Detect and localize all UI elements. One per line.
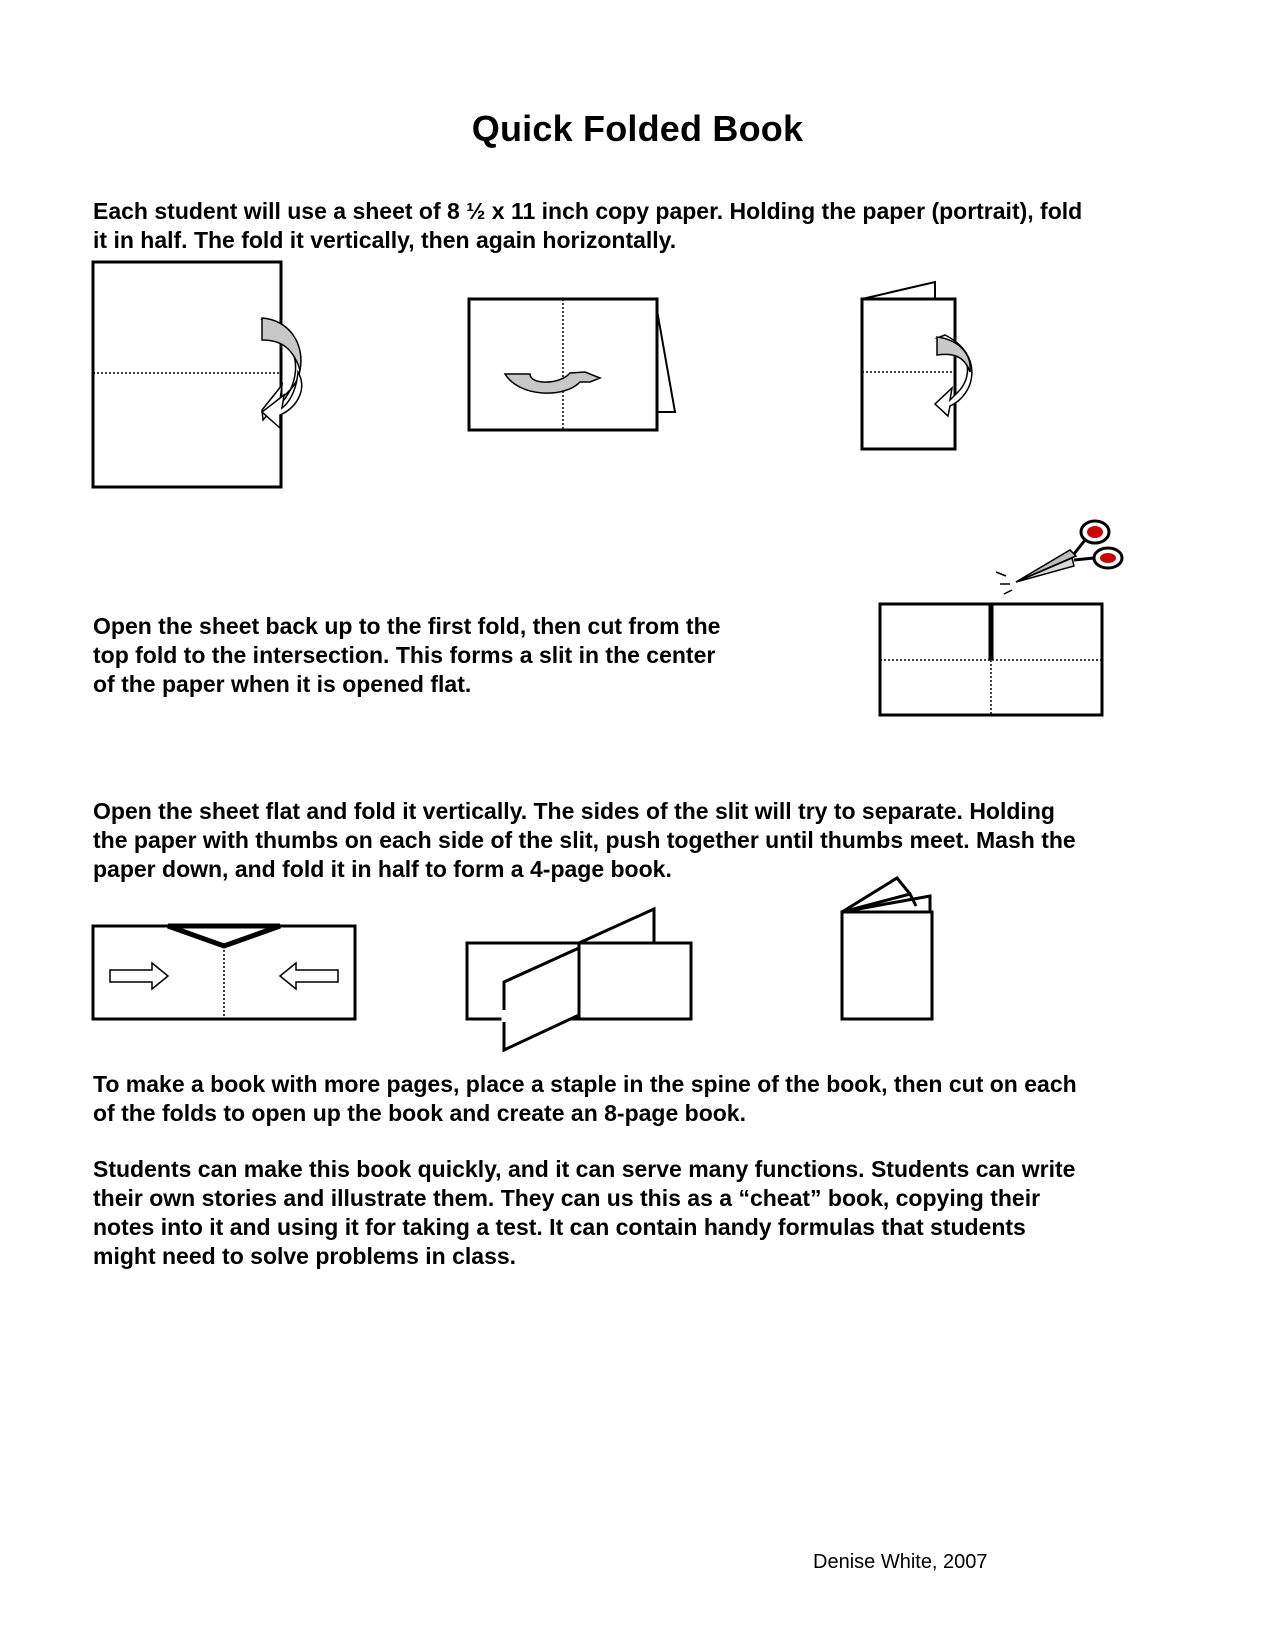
paragraph-instructions-4: To make a book with more pages, place a staple in the spine of the book, then cut on each of the folds to open up the book and create an 8-page book. xyxy=(93,1071,1077,1126)
paragraph-instructions-2: Open the sheet back up to the first fold, then cut from the top fold to the intersection. This forms a slit in the center of the paper when it is opened flat. xyxy=(93,613,721,697)
finished-book-diagram xyxy=(842,878,932,1019)
book-forming-figures xyxy=(0,880,1275,1060)
slit-folding-diagram xyxy=(467,909,691,1050)
paper-fold-horizontal-diagram xyxy=(862,282,972,449)
cut-slit-diagram xyxy=(0,600,1275,720)
page-title: Quick Folded Book xyxy=(471,108,804,149)
folding-steps-figures xyxy=(0,0,1275,520)
paper-fold-vertical-diagram xyxy=(469,299,675,430)
push-together-diagram xyxy=(93,926,355,1019)
author-credit: Denise White, 2007 xyxy=(813,1551,988,1573)
paragraph-instructions-3: Open the sheet flat and fold it vertically. The sides of the slit will try to separate. Holding the paper with thumbs on each side of the slit, push together until thumbs meet. Mash the paper down, and fold it in half to form a 4-page book. xyxy=(93,798,1076,882)
paragraph-uses: Students can make this book quickly, and it can serve many functions. Students can write their own stories and illustrate them. They can us this as a “cheat” book, copying their notes into it and using it for taking a test. It can contain handy formulas that students might need to solve problems in class. xyxy=(93,1156,1076,1269)
paper-fold-half-diagram xyxy=(93,262,302,487)
scissors-icon xyxy=(990,510,1140,600)
paragraph-instructions-1: Each student will use a sheet of 8 ½ x 11 inch copy paper. Holding the paper (portrait), fold it in half. The fold it vertically, then again horizontally. xyxy=(93,198,1083,253)
